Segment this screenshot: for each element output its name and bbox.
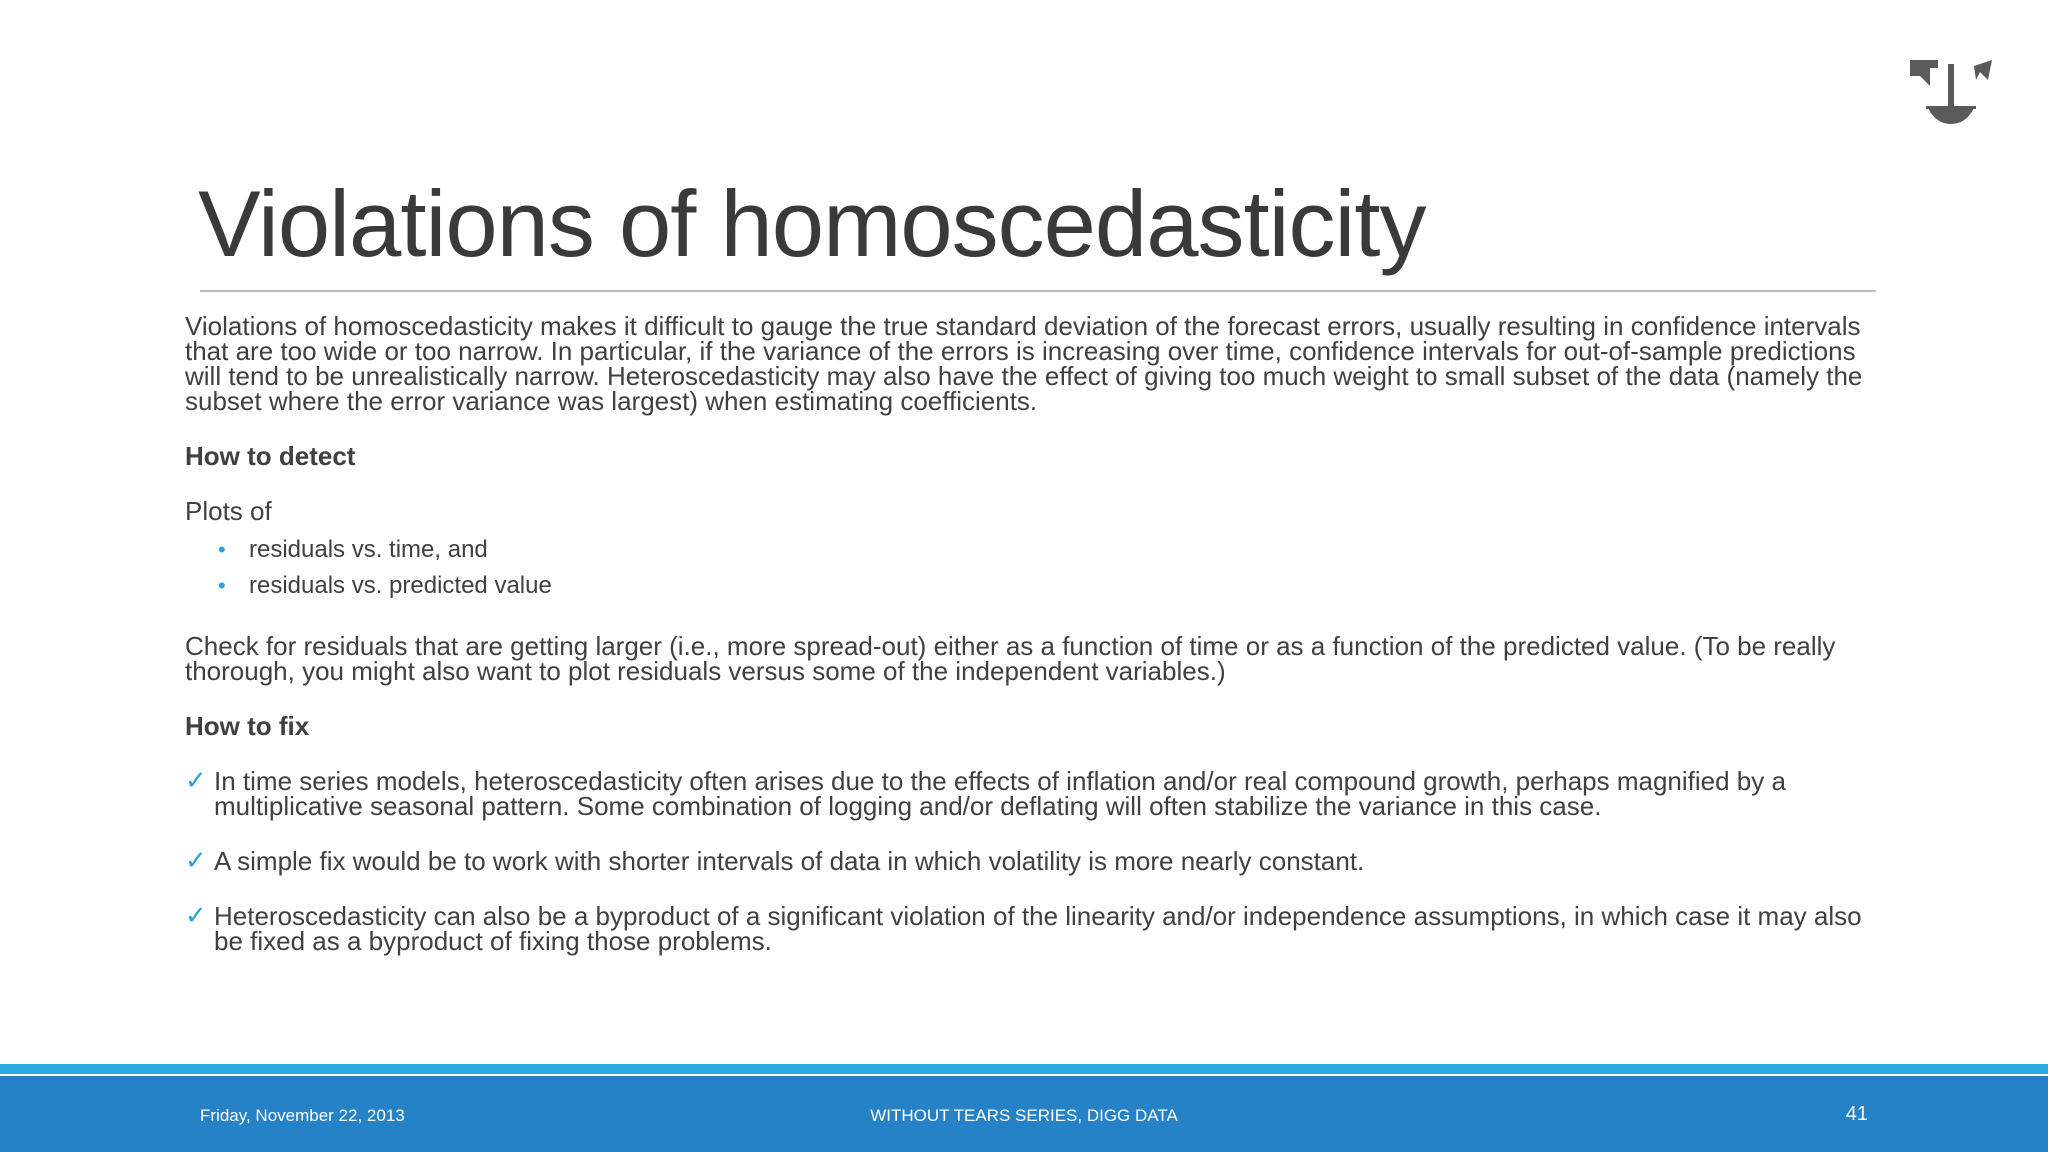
fix-item [185,846,1875,876]
intro-paragraph: Violations of homoscedasticity makes it difficult to gauge the true standard deviation of the forecast errors, usually resulting in confidence intervals that are too wide or too narrow. In particular, if the variance of the errors is increasing over time, confidence intervals for out-of-sample predictions will tend to be unrealistically narrow. Heteroscedasticity may also have the effect of giving too much weight to small subset of the data (namely the subset where the error variance was largest) when estimating coefficients. [185,311,1863,416]
slide-title: Violations of homoscedasticity [198,171,1426,276]
page-number: 41 [1845,1103,1868,1125]
fix-item [185,766,1875,821]
footer-accent-bar [0,1064,2048,1074]
fix-item-text: Heteroscedasticity can also be a byproduct of a significant violation of the linearity and/or independence assumptions, in which case it may also be fixed as a byproduct of fixing those problems. [214,901,1862,956]
detect-heading: How to detect [185,441,356,471]
slide-body [185,311,1875,984]
logo-icon [1908,58,1994,126]
checkmark-icon: ✓ [185,901,207,931]
bullet-dot-icon: • [218,537,226,562]
fix-item-text: In time series models, heteroscedasticity often arises due to the effects of inflation and/or real compound growth, perhaps magnified by a multiplicative seasonal pattern. Some combination of logging and/or deflating will often stabilize the variance in this case. [214,766,1786,821]
checkmark-icon: ✓ [185,766,207,796]
fix-item-text: A simple fix would be to work with shorter intervals of data in which volatility is more nearly constant. [214,846,1365,876]
list-item [185,568,1875,604]
list-item-text: residuals vs. time, and [249,536,488,563]
fix-heading: How to fix [185,711,310,741]
list-item-text: residuals vs. predicted value [249,572,552,599]
checkmark-icon: ✓ [185,846,207,876]
footer-series-title: WITHOUT TEARS SERIES, DIGG DATA [870,1106,1178,1125]
title-divider [200,290,1876,292]
bullet-dot-icon: • [218,573,226,598]
plots-list [185,532,1875,604]
fix-item [185,901,1875,956]
list-item [185,532,1875,568]
check-paragraph: Check for residuals that are getting larger (i.e., more spread-out) either as a function of time or as a function of the predicted value. (To be really thorough, you might also want to plot residuals versus some of the independent variables.) [185,631,1836,686]
plots-label: Plots of [185,496,272,526]
footer-date: Friday, November 22, 2013 [200,1106,405,1125]
